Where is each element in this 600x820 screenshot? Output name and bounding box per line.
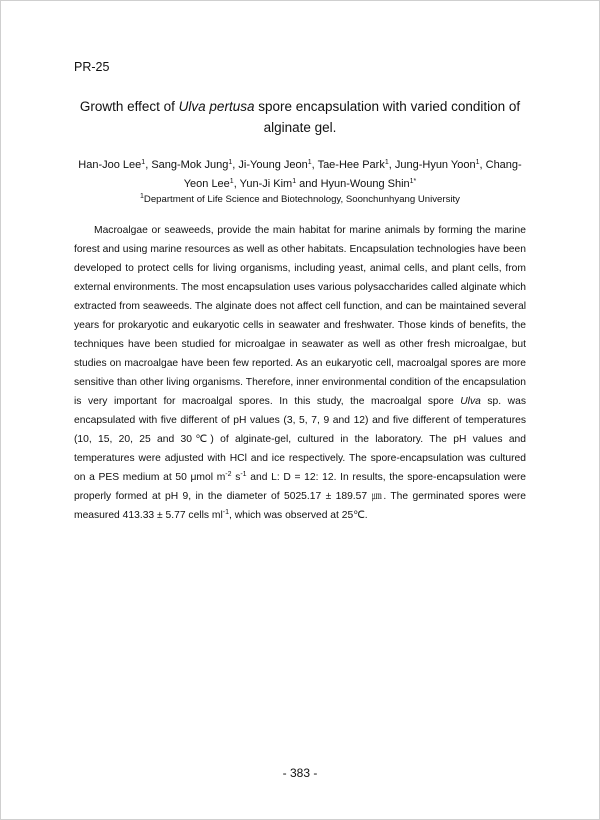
unit-exponent: -1 [222,509,229,517]
author-name: Sang-Mok Jung [151,159,229,171]
author-name: Hyun-Woung Shin [320,177,410,190]
author-separator: , [388,159,395,171]
author [240,178,321,190]
author-affiliation-mark: 1 [475,159,480,167]
author-affiliation-mark: 1 [292,177,297,185]
author-name: Yun-Ji Kim [239,177,293,190]
unit-exponent: -1 [240,471,247,479]
author-name: Chang-Yeon Lee [183,159,522,190]
abstract-text: s [231,472,241,483]
author [78,159,151,171]
author-separator: , [233,177,240,190]
author [151,159,238,171]
author [238,159,317,171]
author [395,159,486,171]
page-number: - 383 - [282,766,318,780]
author-affiliation-mark: 1 [228,159,233,167]
affiliation [70,193,530,206]
abstract-text: , which was observed at 25℃. [228,510,368,521]
title-prefix: Growth effect of [79,99,179,114]
author-separator: , [232,159,239,171]
author-separator: , [479,159,486,171]
author [318,159,395,171]
author [321,178,417,190]
author-name: Ji-Young Jeon [238,159,308,171]
unit-exponent: -2 [225,471,232,479]
abstract-text: Macroalgae or seaweeds, provide the main habitat for marine animals by forming the marine forest and using marine resources as well as other habitats. Encapsulation technologies have been developed to protect cells for living organisms, including yeast, animal cells, and plant cells, from external environments. The most encapsulation uses various polysaccharides called alginate which extracted from seaweeds. The alginate does not affect cell function, and can be maintained several years for prokaryotic and eukaryotic cells in seawater and freshwater. Those kinds of benefits, the techniques have been studied for microalgae in seawater as well as other fresh microalgae, but studies on macroalgae have been few reported. As an eukaryotic cell, macroalgal spores are more sensitive than other living organisms. Therefore, inner environmental condition of the encapsulation is very important for macroalgal spores. In this study, the macroalgal spore [74,225,526,407]
author-affiliation-mark: 1 [229,177,234,185]
abstract-text: and L: D = 12: 12. In results, the spore-encapsulation were properly formed at pH 9, in the diameter of 5025.17 ± 189.57 ㎛. The germinated spores were measured 413.33 ± 5.77 cells ml [74,472,526,521]
title-suffix: spore encapsulation with varied condition of alginate gel. [254,99,521,135]
affiliation-mark: 1 [140,193,144,201]
abstract-paragraph [74,221,526,525]
abstract-genus: Ulva [460,396,481,407]
author-affiliation-mark: 1 [307,159,312,167]
author-name: Tae-Hee Park [317,159,385,171]
abstract-body [74,221,526,525]
author-affiliation-mark: 1* [409,177,417,185]
author-name: Han-Joo Lee [78,159,142,171]
abstract-text: sp. was encapsulated with five different of pH values (3, 5, 7, 9 and 12) and five different of temperatures (10, 15, 20, 25 and 30℃) of alginate-gel, cultured in the laboratory. The pH values and temperatures were adjusted with HCl and ice respectively. The spore-encapsulation was cultured on a PES medium at 50 μmol m [74,396,526,483]
author-affiliation-mark: 1 [141,159,146,167]
author-name: Jung-Hyun Yoon [394,159,476,171]
paper-title [60,96,540,138]
author-affiliation-mark: 1 [384,159,389,167]
title-species: Ulva pertusa [178,99,255,114]
affiliation-text: Department of Life Science and Biotechnology, Soonchunhyang University [143,194,460,205]
author-separator: and [296,177,321,190]
author-separator: , [145,159,152,171]
author-list [70,156,530,193]
abstract-code: PR-25 [74,60,110,74]
author-separator: , [311,159,318,171]
